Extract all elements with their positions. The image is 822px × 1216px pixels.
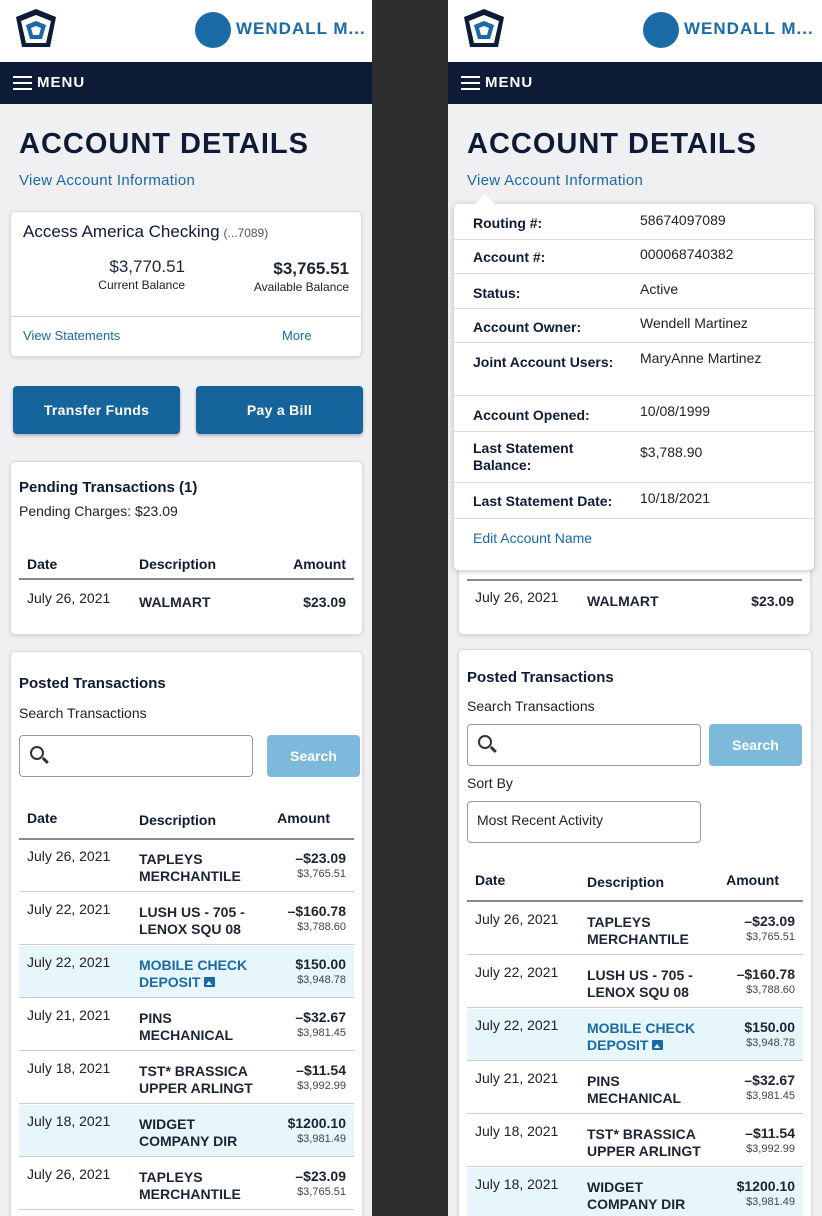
row-description: TAPLEYS MERCHANTILE [139, 851, 241, 884]
info-label: Last Statement Date: [473, 493, 613, 509]
table-row[interactable] [467, 956, 803, 1008]
row-description: TAPLEYS MERCHANTILE [139, 1169, 241, 1202]
info-label: Status: [473, 285, 521, 301]
info-row [454, 483, 814, 519]
row-balance: $3,981.49 [746, 1196, 795, 1208]
column-amount[interactable]: Amount [277, 810, 330, 826]
column-amount[interactable]: Amount [293, 556, 346, 572]
row-balance: $3,948.78 [297, 974, 346, 986]
row-amount: –$11.54 [745, 1125, 795, 1141]
table-row[interactable] [19, 1052, 354, 1104]
view-statements-link[interactable]: View Statements [23, 328, 121, 343]
bank-logo[interactable] [12, 7, 60, 53]
page-title: ACCOUNT DETAILS [467, 128, 757, 160]
row-balance: $3,765.51 [297, 1186, 346, 1198]
user-name[interactable]: WENDALL M... [236, 19, 366, 38]
row-date: July 22, 2021 [27, 954, 111, 970]
row-description: PINS MECHANICAL [587, 1073, 682, 1106]
row-amount: –$11.54 [296, 1062, 346, 1078]
row-amount: –$32.67 [744, 1072, 795, 1088]
info-row [454, 240, 814, 274]
row-date: July 26, 2021 [475, 589, 559, 605]
posted-transactions-card [458, 649, 812, 1216]
row-balance: $3,948.78 [746, 1037, 795, 1049]
column-description[interactable]: Description [139, 812, 217, 828]
info-label: Account #: [473, 249, 546, 265]
sort-by-select[interactable]: Most Recent Activity [467, 801, 701, 843]
table-row[interactable] [467, 1009, 803, 1061]
view-account-information-link[interactable]: View Account Information [467, 172, 644, 189]
last-statement-balance: $3,788.90 [640, 444, 703, 460]
search-label: Search Transactions [19, 705, 147, 721]
table-row[interactable] [19, 1105, 354, 1157]
search-button[interactable]: Search [267, 735, 360, 777]
row-description: TST* BRASSICA UPPER ARLINGT [587, 1126, 701, 1159]
row-date: July 21, 2021 [27, 1007, 111, 1023]
info-row [454, 274, 814, 309]
row-amount: $150.00 [295, 956, 346, 972]
search-button[interactable]: Search [709, 724, 802, 766]
posted-table-header [19, 804, 354, 840]
routing-number: 58674097089 [640, 212, 726, 228]
page-title: ACCOUNT DETAILS [19, 128, 309, 160]
info-label: Account Owner: [473, 319, 582, 335]
avatar[interactable] [643, 12, 679, 48]
current-balance-label: Current Balance [98, 278, 185, 292]
last-statement-date: 10/18/2021 [640, 490, 711, 506]
pending-charges: Pending Charges: $23.09 [19, 503, 178, 519]
account-owner: Wendell Martinez [640, 315, 748, 331]
row-amount: –$160.78 [287, 903, 346, 919]
available-balance-label: Available Balance [253, 280, 349, 294]
transfer-funds-button[interactable]: Transfer Funds [13, 386, 180, 434]
user-name[interactable]: WENDALL M... [684, 19, 814, 38]
row-date: July 26, 2021 [27, 848, 111, 864]
mobile-check-deposit-link[interactable] [587, 1020, 712, 1054]
search-label: Search Transactions [467, 698, 595, 714]
column-date[interactable]: Date [27, 810, 58, 826]
table-row[interactable] [19, 840, 354, 892]
table-row[interactable] [19, 946, 354, 998]
row-date: July 18, 2021 [27, 1060, 111, 1076]
posted-title: Posted Transactions [19, 675, 166, 692]
search-input[interactable] [467, 724, 701, 766]
row-balance: $3,981.45 [297, 1027, 346, 1039]
row-amount: –$32.67 [295, 1009, 346, 1025]
top-bar [0, 0, 372, 62]
table-row[interactable] [19, 1158, 354, 1210]
view-account-information-link[interactable]: View Account Information [19, 172, 196, 189]
row-balance: $3,992.99 [746, 1143, 795, 1155]
screen-right [448, 0, 822, 1216]
column-date[interactable]: Date [475, 872, 506, 888]
row-date: July 22, 2021 [475, 1017, 559, 1033]
account-summary-card [10, 211, 362, 357]
divider [11, 316, 361, 317]
row-balance: $3,765.51 [746, 931, 795, 943]
row-description: WALMART [139, 594, 211, 610]
row-amount: –$160.78 [736, 966, 795, 982]
table-row[interactable] [467, 581, 802, 625]
row-amount: $150.00 [744, 1019, 795, 1035]
column-date[interactable]: Date [27, 556, 58, 572]
row-date: July 26, 2021 [475, 911, 559, 927]
search-icon [478, 735, 492, 749]
row-balance: $3,981.49 [297, 1133, 346, 1145]
table-row[interactable] [467, 903, 803, 955]
row-description: PINS MECHANICAL [139, 1010, 234, 1043]
row-balance: $3,981.45 [746, 1090, 795, 1102]
table-row[interactable] [19, 582, 354, 626]
nav-bar[interactable] [0, 62, 372, 104]
row-amount: –$23.09 [295, 1168, 346, 1184]
edit-account-name-link[interactable]: Edit Account Name [473, 530, 593, 546]
current-balance [98, 257, 185, 292]
table-row[interactable] [467, 1115, 803, 1167]
menu-button[interactable]: MENU [485, 74, 534, 91]
joint-account-users: MaryAnne Martinez [640, 350, 762, 366]
row-date: July 18, 2021 [475, 1176, 559, 1192]
pending-transactions-card [10, 461, 363, 635]
info-row [454, 396, 814, 432]
info-row [454, 432, 814, 483]
posted-transactions-card [10, 651, 363, 1216]
account-name [23, 222, 268, 242]
column-amount[interactable]: Amount [726, 872, 779, 888]
account-number: 000068740382 [640, 246, 734, 262]
available-balance-value: $3,765.51 [273, 259, 349, 278]
row-amount: –$23.09 [744, 913, 795, 929]
row-balance: $3,765.51 [297, 868, 346, 880]
search-input[interactable] [19, 735, 253, 777]
pay-bill-button[interactable]: Pay a Bill [196, 386, 363, 434]
row-date: July 22, 2021 [475, 964, 559, 980]
row-description: TST* BRASSICA UPPER ARLINGT [139, 1063, 253, 1096]
table-row[interactable] [467, 1062, 803, 1114]
info-label: Last Statement Balance: [473, 440, 574, 473]
row-amount: $1200.10 [736, 1178, 795, 1194]
table-row[interactable] [19, 893, 354, 945]
row-amount: –$23.09 [295, 850, 346, 866]
available-balance [254, 259, 349, 294]
row-date: July 21, 2021 [475, 1070, 559, 1086]
hamburger-icon[interactable] [13, 76, 32, 90]
nav-bar[interactable] [448, 62, 822, 104]
sort-by-label: Sort By [467, 775, 513, 791]
row-balance: $3,992.99 [297, 1080, 346, 1092]
info-row [454, 309, 814, 343]
row-description[interactable]: MOBILE CHECK DEPOSIT [139, 957, 248, 990]
screen-left [0, 0, 372, 1216]
info-label: Account Opened: [473, 407, 590, 423]
image-icon[interactable] [204, 977, 215, 987]
row-description[interactable]: MOBILE CHECK DEPOSIT [587, 1020, 696, 1053]
mobile-check-deposit-link[interactable] [139, 957, 264, 991]
row-balance: $3,788.60 [297, 921, 346, 933]
info-row [454, 204, 814, 240]
table-row[interactable] [19, 999, 354, 1051]
avatar[interactable] [195, 12, 231, 48]
row-description: LUSH US - 705 - LENOX SQU 08 [587, 967, 693, 1000]
info-label: Routing #: [473, 215, 543, 231]
search-icon [30, 746, 44, 760]
row-balance: $3,788.60 [746, 984, 795, 996]
more-link[interactable]: More [282, 328, 312, 343]
row-date: July 26, 2021 [27, 590, 111, 606]
image-icon[interactable] [652, 1040, 663, 1050]
account-opened: 10/08/1999 [640, 403, 711, 419]
row-amount: $23.09 [751, 593, 794, 609]
account-information-popover [454, 204, 814, 570]
bank-logo[interactable] [460, 7, 508, 53]
info-row [454, 343, 814, 396]
posted-title: Posted Transactions [467, 669, 614, 686]
row-date: July 18, 2021 [475, 1123, 559, 1139]
hamburger-icon[interactable] [461, 76, 480, 90]
account-status: Active [640, 281, 679, 297]
row-description: WIDGET COMPANY DIR [587, 1179, 686, 1212]
current-balance-value: $3,770.51 [109, 257, 185, 276]
pending-table-header [19, 550, 354, 580]
row-description: WIDGET COMPANY DIR [139, 1116, 238, 1149]
account-mask: (...7089) [223, 226, 269, 240]
top-bar [448, 0, 822, 62]
row-amount: $23.09 [303, 594, 346, 610]
row-amount: $1200.10 [287, 1115, 346, 1131]
pending-title: Pending Transactions (1) [19, 479, 198, 496]
row-description: LUSH US - 705 - LENOX SQU 08 [139, 904, 245, 937]
info-label: Joint Account Users: [473, 354, 614, 370]
row-date: July 26, 2021 [27, 1166, 111, 1182]
menu-button[interactable]: MENU [37, 74, 86, 91]
column-description[interactable]: Description [587, 874, 665, 890]
row-date: July 18, 2021 [27, 1113, 111, 1129]
row-date: July 22, 2021 [27, 901, 111, 917]
column-description[interactable]: Description [139, 556, 217, 572]
table-row[interactable] [467, 1168, 803, 1216]
account-name-label: Access America Checking [23, 222, 220, 241]
row-description: WALMART [587, 593, 659, 609]
row-description: TAPLEYS MERCHANTILE [587, 914, 689, 947]
posted-table-header [467, 866, 803, 902]
